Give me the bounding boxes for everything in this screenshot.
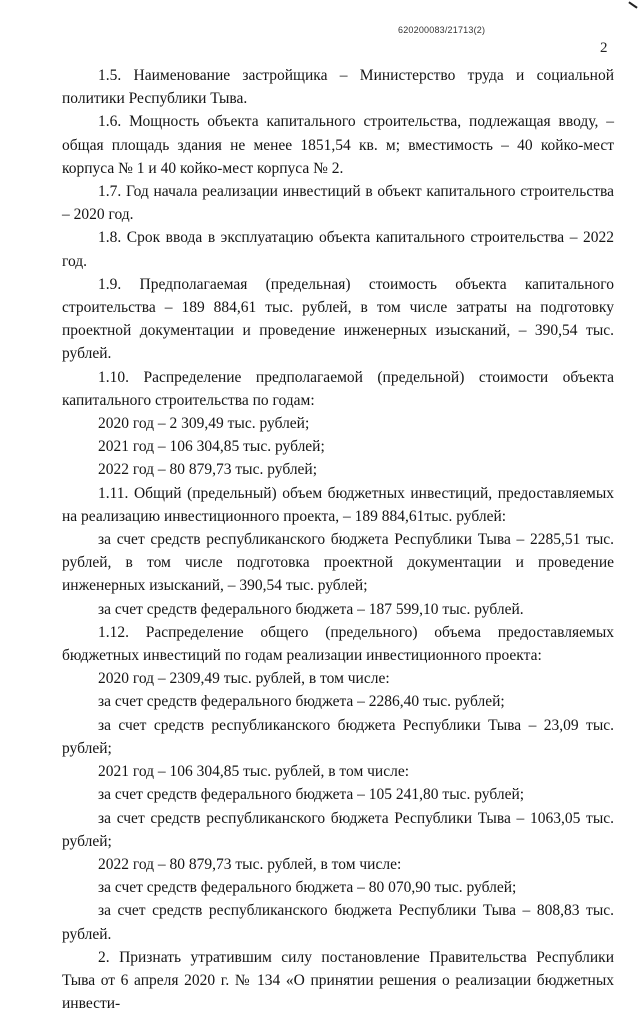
paragraph: 1.9. Предполагаемая (предельная) стоимость объекта капитального строительства – 189 884,61 тыс. рублей, в том числе затраты на подготовку проектной документации и проведение инженерных изысканий, – 390,54 тыс. рублей. xyxy=(62,275,614,363)
paragraph: 2020 год – 2309,49 тыс. рублей, в том числе: xyxy=(98,670,390,688)
paragraph: за счет средств федерального бюджета – 80 070,90 тыс. рублей; xyxy=(98,879,517,897)
paragraph: за счет средств республиканского бюджета Республики Тыва – 808,83 тыс. рублей. xyxy=(62,902,614,943)
paragraph: 1.12. Распределение общего (предельного) объема предоставляемых бюджетных инвестиций по годам реализации инвестиционного проекта: xyxy=(62,623,614,665)
paragraph: 2022 год – 80 879,73 тыс. рублей, в том числе: xyxy=(98,855,402,873)
document-id: 620200083/21713(2) xyxy=(398,25,486,35)
paragraph: за счет средств федерального бюджета – 2286,40 тыс. рублей; xyxy=(98,693,505,711)
paragraph: за счет средств республиканского бюджета Республики Тыва – 23,09 тыс. рублей; xyxy=(62,716,614,757)
document-body xyxy=(62,64,614,1015)
paragraph: 1.11. Общий (предельный) объем бюджетных инвестиций, предоставляемых на реализацию инвестиционного проекта, – 189 884,61тыс. рублей: xyxy=(62,484,614,525)
paragraph: 2020 год – 2 309,49 тыс. рублей; xyxy=(98,415,310,433)
paragraph: за счет средств федерального бюджета – 105 241,80 тыс. рублей; xyxy=(98,786,525,804)
paragraph: за счет средств федерального бюджета – 187 599,10 тыс. рублей. xyxy=(98,600,524,618)
paragraph: 1.7. Год начала реализации инвестиций в объект капитального строительства – 2020 год. xyxy=(62,183,614,224)
corner-mark xyxy=(628,1,637,8)
page-number: 2 xyxy=(600,40,608,56)
paragraph: 1.5. Наименование застройщика – Министерство труда и социальной политики Республики Тыва. xyxy=(62,67,614,108)
paragraph: 1.6. Мощность объекта капитального строительства, подлежащая вводу, – общая площадь здания не менее 1851,54 кв. м; вместимость – 40 койко-мест корпуса № 1 и 40 койко-мест корпуса № 2. xyxy=(62,113,614,177)
paragraph: за счет средств республиканского бюджета Республики Тыва – 2285,51 тыс. рублей, в том числе подготовка проектной документации и проведение инженерных изысканий, – 390,54 тыс. рублей; xyxy=(62,531,614,595)
paragraph: за счет средств республиканского бюджета Республики Тыва – 1063,05 тыс. рублей; xyxy=(62,809,614,850)
paragraph: 2022 год – 80 879,73 тыс. рублей; xyxy=(98,461,318,479)
paragraph: 2021 год – 106 304,85 тыс. рублей, в том числе: xyxy=(98,763,410,781)
paragraph: 2021 год – 106 304,85 тыс. рублей; xyxy=(98,438,325,456)
paragraph: 1.10. Распределение предполагаемой (предельной) стоимости объекта капитального строительства по годам: xyxy=(62,368,614,409)
paragraph: 2. Признать утратившим силу постановление Правительства Республики Тыва от 6 апреля 2020 г. № 134 «О принятии решения о реализации бюджетных инвести- xyxy=(62,948,614,1013)
paragraph: 1.8. Срок ввода в эксплуатацию объекта капитального строительства – 2022 год. xyxy=(62,229,614,270)
